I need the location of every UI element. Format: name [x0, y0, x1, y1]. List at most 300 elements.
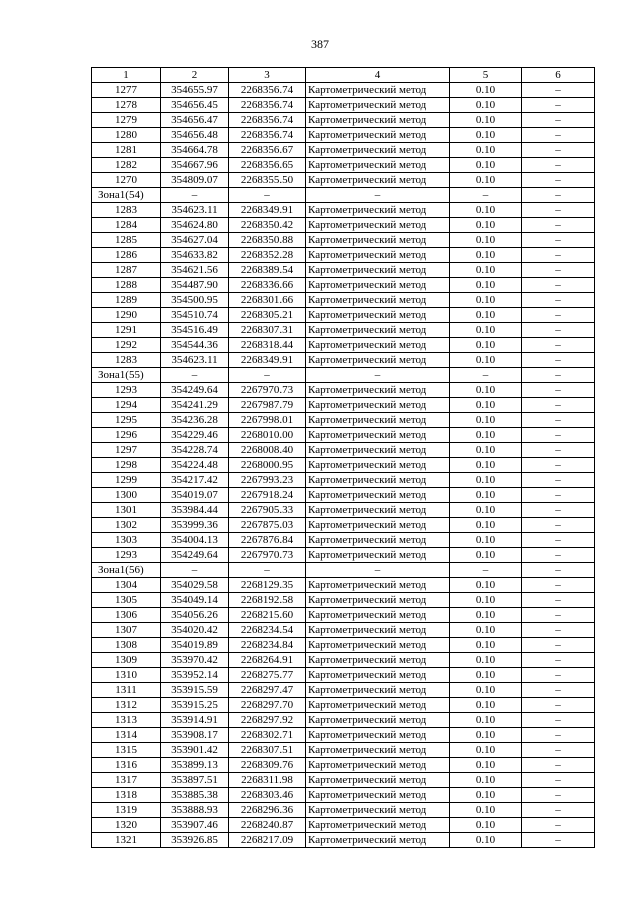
point-number-cell: 1303	[92, 533, 161, 548]
y-coordinate-cell: 2268301.66	[229, 293, 306, 308]
y-coordinate-cell: 2268389.54	[229, 263, 306, 278]
note-cell: –	[522, 338, 595, 353]
table-row	[92, 758, 595, 773]
column-header: 6	[522, 68, 595, 83]
table-row	[92, 773, 595, 788]
accuracy-cell: 0.10	[450, 503, 522, 518]
x-coordinate-cell: 354029.58	[161, 578, 229, 593]
point-number-cell: 1296	[92, 428, 161, 443]
x-coordinate-cell: 354809.07	[161, 173, 229, 188]
table-row	[92, 233, 595, 248]
x-coordinate-cell: 353970.42	[161, 653, 229, 668]
table-row	[92, 173, 595, 188]
y-coordinate-cell: 2268234.84	[229, 638, 306, 653]
y-coordinate-cell: 2268350.88	[229, 233, 306, 248]
x-coordinate-cell: 353901.42	[161, 743, 229, 758]
table-row	[92, 158, 595, 173]
method-cell: Картометрический метод	[306, 143, 450, 158]
table-row	[92, 653, 595, 668]
table-row	[92, 818, 595, 833]
y-coordinate-cell: 2268356.74	[229, 83, 306, 98]
point-number-cell: 1304	[92, 578, 161, 593]
method-cell: Картометрический метод	[306, 698, 450, 713]
method-cell: Картометрический метод	[306, 623, 450, 638]
table-row	[92, 743, 595, 758]
point-number-cell: 1319	[92, 803, 161, 818]
accuracy-cell: 0.10	[450, 818, 522, 833]
x-coordinate-cell: 354217.42	[161, 473, 229, 488]
x-coordinate-cell: 353915.59	[161, 683, 229, 698]
accuracy-cell: 0.10	[450, 593, 522, 608]
accuracy-cell: –	[450, 368, 522, 383]
accuracy-cell: 0.10	[450, 518, 522, 533]
point-number-cell: 1298	[92, 458, 161, 473]
y-coordinate-cell: 2267993.23	[229, 473, 306, 488]
table-row	[92, 548, 595, 563]
method-cell: Картометрический метод	[306, 158, 450, 173]
x-coordinate-cell: 354019.89	[161, 638, 229, 653]
point-number-cell: 1293	[92, 548, 161, 563]
method-cell: Картометрический метод	[306, 548, 450, 563]
table-row	[92, 638, 595, 653]
accuracy-cell: 0.10	[450, 683, 522, 698]
y-coordinate-cell: 2268305.21	[229, 308, 306, 323]
note-cell: –	[522, 323, 595, 338]
y-coordinate-cell: 2267876.84	[229, 533, 306, 548]
point-number-cell: Зона1(56)	[92, 563, 161, 578]
x-coordinate-cell: 354049.14	[161, 593, 229, 608]
method-cell: Картометрический метод	[306, 263, 450, 278]
y-coordinate-cell: 2267987.79	[229, 398, 306, 413]
table-row	[92, 143, 595, 158]
table-row	[92, 488, 595, 503]
method-cell: Картометрический метод	[306, 533, 450, 548]
table-row	[92, 443, 595, 458]
x-coordinate-cell: 354224.48	[161, 458, 229, 473]
accuracy-cell: 0.10	[450, 668, 522, 683]
table-row	[92, 413, 595, 428]
method-cell: Картометрический метод	[306, 788, 450, 803]
method-cell: Картометрический метод	[306, 743, 450, 758]
method-cell: –	[306, 368, 450, 383]
x-coordinate-cell: 353914.91	[161, 713, 229, 728]
x-coordinate-cell: 353952.14	[161, 668, 229, 683]
zone-row	[92, 188, 595, 203]
accuracy-cell: 0.10	[450, 473, 522, 488]
x-coordinate-cell: 353915.25	[161, 698, 229, 713]
point-number-cell: 1309	[92, 653, 161, 668]
y-coordinate-cell: 2268000.95	[229, 458, 306, 473]
point-number-cell: 1297	[92, 443, 161, 458]
y-coordinate-cell: 2268215.60	[229, 608, 306, 623]
accuracy-cell: 0.10	[450, 233, 522, 248]
point-number-cell: 1294	[92, 398, 161, 413]
table-row	[92, 728, 595, 743]
point-number-cell: 1302	[92, 518, 161, 533]
y-coordinate-cell: 2268336.66	[229, 278, 306, 293]
method-cell: Картометрический метод	[306, 458, 450, 473]
x-coordinate-cell: 353999.36	[161, 518, 229, 533]
accuracy-cell: 0.10	[450, 308, 522, 323]
point-number-cell: 1317	[92, 773, 161, 788]
point-number-cell: 1283	[92, 353, 161, 368]
y-coordinate-cell: 2268318.44	[229, 338, 306, 353]
point-number-cell: 1292	[92, 338, 161, 353]
accuracy-cell: 0.10	[450, 218, 522, 233]
note-cell: –	[522, 293, 595, 308]
accuracy-cell: 0.10	[450, 83, 522, 98]
y-coordinate-cell: 2268311.98	[229, 773, 306, 788]
point-number-cell: 1280	[92, 128, 161, 143]
point-number-cell: 1311	[92, 683, 161, 698]
table-row	[92, 698, 595, 713]
point-number-cell: 1270	[92, 173, 161, 188]
point-number-cell: 1288	[92, 278, 161, 293]
y-coordinate-cell: 2268297.47	[229, 683, 306, 698]
accuracy-cell: 0.10	[450, 758, 522, 773]
point-number-cell: 1278	[92, 98, 161, 113]
method-cell: Картометрический метод	[306, 428, 450, 443]
y-coordinate-cell: 2268217.09	[229, 833, 306, 848]
table-row	[92, 323, 595, 338]
point-number-cell: 1277	[92, 83, 161, 98]
note-cell: –	[522, 173, 595, 188]
accuracy-cell: 0.10	[450, 143, 522, 158]
y-coordinate-cell: 2268356.67	[229, 143, 306, 158]
y-coordinate-cell: 2268350.42	[229, 218, 306, 233]
note-cell: –	[522, 668, 595, 683]
note-cell: –	[522, 623, 595, 638]
point-number-cell: 1310	[92, 668, 161, 683]
y-coordinate-cell: 2268356.74	[229, 128, 306, 143]
y-coordinate-cell: 2267875.03	[229, 518, 306, 533]
y-coordinate-cell: 2268307.51	[229, 743, 306, 758]
y-coordinate-cell: 2268297.92	[229, 713, 306, 728]
accuracy-cell: 0.10	[450, 773, 522, 788]
x-coordinate-cell: 354056.26	[161, 608, 229, 623]
note-cell: –	[522, 788, 595, 803]
x-coordinate-cell: 354500.95	[161, 293, 229, 308]
accuracy-cell: 0.10	[450, 488, 522, 503]
table-row	[92, 353, 595, 368]
accuracy-cell: 0.10	[450, 713, 522, 728]
table-row	[92, 428, 595, 443]
note-cell: –	[522, 683, 595, 698]
table-row	[92, 98, 595, 113]
method-cell: Картометрический метод	[306, 653, 450, 668]
note-cell: –	[522, 128, 595, 143]
x-coordinate-cell: 354656.47	[161, 113, 229, 128]
method-cell: Картометрический метод	[306, 248, 450, 263]
table-row	[92, 128, 595, 143]
x-coordinate-cell: –	[161, 563, 229, 578]
note-cell: –	[522, 833, 595, 848]
point-number-cell: 1283	[92, 203, 161, 218]
zone-row	[92, 368, 595, 383]
method-cell: Картометрический метод	[306, 443, 450, 458]
table-body	[92, 83, 595, 848]
method-cell: Картометрический метод	[306, 818, 450, 833]
note-cell: –	[522, 233, 595, 248]
accuracy-cell: 0.10	[450, 428, 522, 443]
note-cell: –	[522, 503, 595, 518]
y-coordinate-cell: 2268356.65	[229, 158, 306, 173]
method-cell: Картометрический метод	[306, 218, 450, 233]
accuracy-cell: –	[450, 563, 522, 578]
note-cell: –	[522, 398, 595, 413]
method-cell: Картометрический метод	[306, 488, 450, 503]
method-cell: Картометрический метод	[306, 683, 450, 698]
note-cell: –	[522, 188, 595, 203]
note-cell: –	[522, 383, 595, 398]
point-number-cell: 1320	[92, 818, 161, 833]
x-coordinate-cell: 353908.17	[161, 728, 229, 743]
note-cell: –	[522, 413, 595, 428]
table-row	[92, 473, 595, 488]
accuracy-cell: 0.10	[450, 383, 522, 398]
note-cell: –	[522, 728, 595, 743]
x-coordinate-cell: 353888.93	[161, 803, 229, 818]
x-coordinate-cell: 354667.96	[161, 158, 229, 173]
table-row	[92, 668, 595, 683]
method-cell: Картометрический метод	[306, 293, 450, 308]
x-coordinate-cell: 354019.07	[161, 488, 229, 503]
table-row	[92, 398, 595, 413]
y-coordinate-cell: 2268296.36	[229, 803, 306, 818]
y-coordinate-cell: 2268303.46	[229, 788, 306, 803]
x-coordinate-cell: 354655.97	[161, 83, 229, 98]
method-cell: Картометрический метод	[306, 128, 450, 143]
note-cell: –	[522, 158, 595, 173]
note-cell: –	[522, 458, 595, 473]
note-cell: –	[522, 518, 595, 533]
point-number-cell: 1318	[92, 788, 161, 803]
method-cell: Картометрический метод	[306, 353, 450, 368]
accuracy-cell: 0.10	[450, 338, 522, 353]
point-number-cell: 1307	[92, 623, 161, 638]
method-cell: Картометрический метод	[306, 668, 450, 683]
zone-row	[92, 563, 595, 578]
y-coordinate-cell: 2268192.58	[229, 593, 306, 608]
y-coordinate-cell: –	[229, 563, 306, 578]
point-number-cell: 1313	[92, 713, 161, 728]
x-coordinate-cell: 354624.80	[161, 218, 229, 233]
note-cell: –	[522, 428, 595, 443]
method-cell: Картометрический метод	[306, 578, 450, 593]
method-cell: Картометрический метод	[306, 473, 450, 488]
y-coordinate-cell: –	[229, 368, 306, 383]
note-cell: –	[522, 713, 595, 728]
x-coordinate-cell: 353897.51	[161, 773, 229, 788]
point-number-cell: 1295	[92, 413, 161, 428]
note-cell: –	[522, 488, 595, 503]
accuracy-cell: 0.10	[450, 293, 522, 308]
note-cell: –	[522, 548, 595, 563]
accuracy-cell: 0.10	[450, 458, 522, 473]
accuracy-cell: 0.10	[450, 278, 522, 293]
y-coordinate-cell: 2268264.91	[229, 653, 306, 668]
x-coordinate-cell: 353984.44	[161, 503, 229, 518]
point-number-cell: 1289	[92, 293, 161, 308]
table-row	[92, 113, 595, 128]
y-coordinate-cell: 2267970.73	[229, 548, 306, 563]
table-row	[92, 218, 595, 233]
point-number-cell: 1299	[92, 473, 161, 488]
x-coordinate-cell: 354516.49	[161, 323, 229, 338]
method-cell: Картометрический метод	[306, 608, 450, 623]
x-coordinate-cell: 354664.78	[161, 143, 229, 158]
note-cell: –	[522, 248, 595, 263]
page-number: 387	[311, 37, 329, 51]
note-cell: –	[522, 308, 595, 323]
method-cell: Картометрический метод	[306, 713, 450, 728]
y-coordinate-cell: 2268129.35	[229, 578, 306, 593]
point-number-cell: 1293	[92, 383, 161, 398]
x-coordinate-cell: 354656.45	[161, 98, 229, 113]
method-cell: Картометрический метод	[306, 638, 450, 653]
note-cell: –	[522, 533, 595, 548]
accuracy-cell: 0.10	[450, 638, 522, 653]
y-coordinate-cell: 2268275.77	[229, 668, 306, 683]
x-coordinate-cell: 354241.29	[161, 398, 229, 413]
method-cell: Картометрический метод	[306, 173, 450, 188]
table-row	[92, 623, 595, 638]
note-cell: –	[522, 278, 595, 293]
point-number-cell: 1300	[92, 488, 161, 503]
accuracy-cell: –	[450, 188, 522, 203]
point-number-cell: 1286	[92, 248, 161, 263]
note-cell: –	[522, 83, 595, 98]
table-row	[92, 263, 595, 278]
table-row	[92, 533, 595, 548]
point-number-cell: 1314	[92, 728, 161, 743]
x-coordinate-cell: 353899.13	[161, 758, 229, 773]
table-header-row	[92, 68, 595, 83]
column-header: 3	[229, 68, 306, 83]
y-coordinate-cell: 2268352.28	[229, 248, 306, 263]
y-coordinate-cell: 2268297.70	[229, 698, 306, 713]
coordinates-table	[91, 67, 595, 848]
accuracy-cell: 0.10	[450, 98, 522, 113]
method-cell: Картометрический метод	[306, 803, 450, 818]
y-coordinate-cell: –	[229, 188, 306, 203]
table-row	[92, 578, 595, 593]
method-cell: Картометрический метод	[306, 338, 450, 353]
x-coordinate-cell: 354510.74	[161, 308, 229, 323]
x-coordinate-cell: 354249.64	[161, 383, 229, 398]
method-cell: Картометрический метод	[306, 113, 450, 128]
accuracy-cell: 0.10	[450, 623, 522, 638]
method-cell: Картометрический метод	[306, 833, 450, 848]
y-coordinate-cell: 2268356.74	[229, 98, 306, 113]
x-coordinate-cell: 354656.48	[161, 128, 229, 143]
accuracy-cell: 0.10	[450, 323, 522, 338]
x-coordinate-cell: 354627.04	[161, 233, 229, 248]
x-coordinate-cell: 354621.56	[161, 263, 229, 278]
point-number-cell: 1321	[92, 833, 161, 848]
table-row	[92, 338, 595, 353]
point-number-cell: 1282	[92, 158, 161, 173]
column-header: 2	[161, 68, 229, 83]
table-row	[92, 713, 595, 728]
y-coordinate-cell: 2268349.91	[229, 203, 306, 218]
point-number-cell: 1305	[92, 593, 161, 608]
accuracy-cell: 0.10	[450, 698, 522, 713]
point-number-cell: Зона1(54)	[92, 188, 161, 203]
method-cell: Картометрический метод	[306, 398, 450, 413]
note-cell: –	[522, 758, 595, 773]
point-number-cell: 1287	[92, 263, 161, 278]
x-coordinate-cell: 353926.85	[161, 833, 229, 848]
note-cell: –	[522, 218, 595, 233]
note-cell: –	[522, 593, 595, 608]
x-coordinate-cell: –	[161, 188, 229, 203]
note-cell: –	[522, 773, 595, 788]
x-coordinate-cell: 354236.28	[161, 413, 229, 428]
method-cell: Картометрический метод	[306, 278, 450, 293]
point-number-cell: 1281	[92, 143, 161, 158]
method-cell: Картометрический метод	[306, 83, 450, 98]
accuracy-cell: 0.10	[450, 398, 522, 413]
table-row	[92, 608, 595, 623]
table-row	[92, 503, 595, 518]
method-cell: Картометрический метод	[306, 383, 450, 398]
method-cell: Картометрический метод	[306, 773, 450, 788]
point-number-cell: 1290	[92, 308, 161, 323]
point-number-cell: Зона1(55)	[92, 368, 161, 383]
table-row	[92, 248, 595, 263]
method-cell: Картометрический метод	[306, 413, 450, 428]
method-cell: Картометрический метод	[306, 503, 450, 518]
accuracy-cell: 0.10	[450, 743, 522, 758]
note-cell: –	[522, 98, 595, 113]
note-cell: –	[522, 473, 595, 488]
x-coordinate-cell: 354544.36	[161, 338, 229, 353]
accuracy-cell: 0.10	[450, 578, 522, 593]
column-header: 1	[92, 68, 161, 83]
note-cell: –	[522, 743, 595, 758]
method-cell: Картометрический метод	[306, 593, 450, 608]
accuracy-cell: 0.10	[450, 443, 522, 458]
table-row	[92, 83, 595, 98]
note-cell: –	[522, 563, 595, 578]
method-cell: Картометрический метод	[306, 323, 450, 338]
y-coordinate-cell: 2268010.00	[229, 428, 306, 443]
point-number-cell: 1316	[92, 758, 161, 773]
note-cell: –	[522, 443, 595, 458]
table-row	[92, 683, 595, 698]
point-number-cell: 1291	[92, 323, 161, 338]
note-cell: –	[522, 143, 595, 158]
accuracy-cell: 0.10	[450, 248, 522, 263]
accuracy-cell: 0.10	[450, 728, 522, 743]
note-cell: –	[522, 578, 595, 593]
table-row	[92, 203, 595, 218]
x-coordinate-cell: 354249.64	[161, 548, 229, 563]
method-cell: Картометрический метод	[306, 98, 450, 113]
accuracy-cell: 0.10	[450, 113, 522, 128]
accuracy-cell: 0.10	[450, 803, 522, 818]
x-coordinate-cell: 354487.90	[161, 278, 229, 293]
accuracy-cell: 0.10	[450, 158, 522, 173]
point-number-cell: 1279	[92, 113, 161, 128]
y-coordinate-cell: 2268234.54	[229, 623, 306, 638]
table-row	[92, 593, 595, 608]
note-cell: –	[522, 608, 595, 623]
accuracy-cell: 0.10	[450, 128, 522, 143]
point-number-cell: 1301	[92, 503, 161, 518]
x-coordinate-cell: 353885.38	[161, 788, 229, 803]
